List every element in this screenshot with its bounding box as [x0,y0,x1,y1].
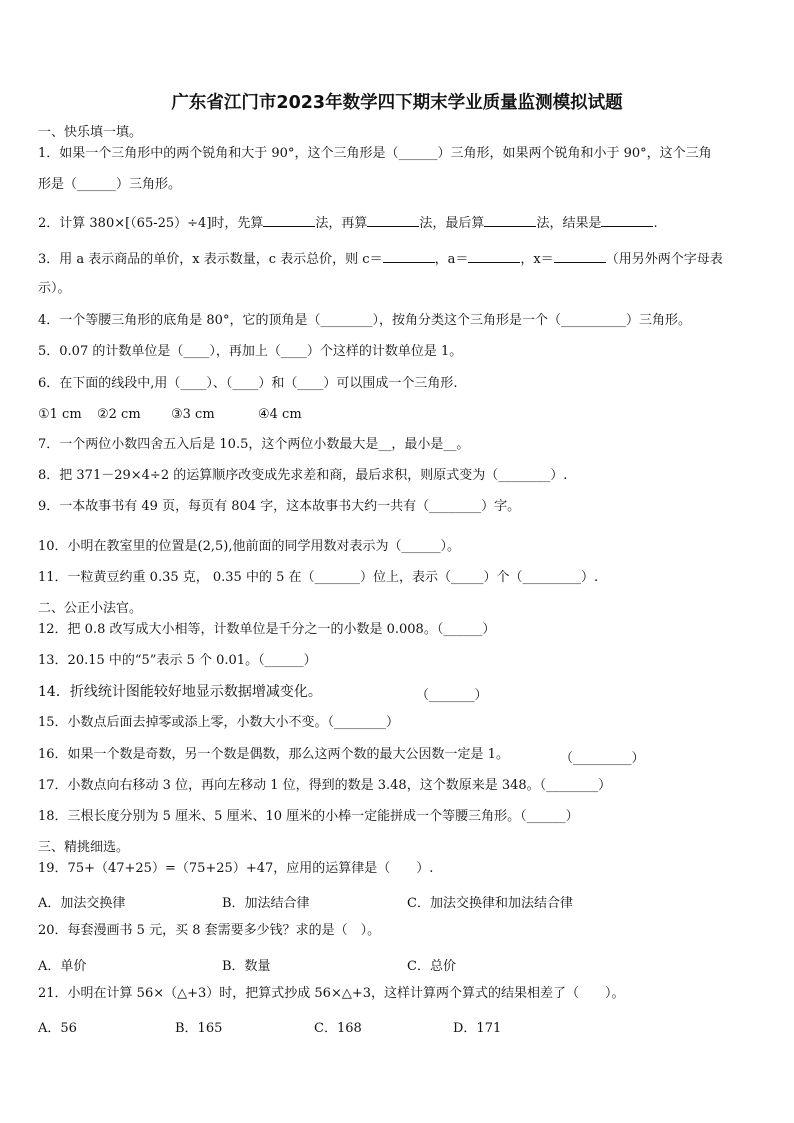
question-2-text-b: 法，再算 [315,216,368,231]
question-19-option-a: A．加法交换律 [38,896,126,911]
question-19: 19．75+（47+25）=（75+25）+47，应用的运算律是（ ）. [38,861,434,876]
question-16-paren: （_________） [560,751,645,766]
answer-blank [601,214,653,227]
question-3-text-b: ，a＝ [434,252,469,267]
section-heading-3: 三、精挑细选。 [38,840,130,855]
question-6-option-2: ②2 cm [97,407,141,422]
answer-blank [468,250,520,263]
question-21-option-a: A．56 [38,1021,77,1036]
question-1-line-1: 1．如果一个三角形中的两个锐角和大于 90°，这个三角形是（______）三角形，如果两个锐角和小于 90°，这个三角 [38,146,712,161]
question-21-option-b: B．165 [175,1021,223,1036]
question-2-text-e: . [653,216,658,231]
question-16: 16．如果一个数是奇数，另一个数是偶数，那么这两个数的最大公因数一定是 1。 [38,747,509,762]
question-12: 12．把 0.8 改写成大小相等，计数单位是千分之一的小数是 0.008。（______） [38,622,496,637]
question-10: 10．小明在教室里的位置是(2,5),他前面的同学用数对表示为（______）。 [38,539,460,554]
question-8: 8．把 371－29×4÷2 的运算顺序改变成先求差和商，最后求积，则原式变为（________）. [38,468,568,483]
question-9: 9．一本故事书有 49 页，每页有 804 字，这本故事书大约一共有（________）字。 [38,499,521,514]
question-3-text-a: 3．用 a 表示商品的单价，x 表示数量，c 表示总价，则 c＝ [38,252,383,267]
page-title: 广东省江门市2023年数学四下期末学业质量监测模拟试题 [171,93,623,113]
question-7: 7．一个两位小数四舍五入后是 10.5，这个两位小数最大是__，最小是__。 [38,437,470,452]
question-20-option-a: A．单价 [38,959,87,974]
question-21-option-d: D．171 [453,1021,502,1036]
section-heading-2: 二、公正小法官。 [38,601,143,616]
answer-blank [554,250,606,263]
question-14-paren: （_______） [416,688,488,703]
question-5: 5．0.07 的计数单位是（____），再加上（____）个这样的计数单位是 1。 [38,344,463,359]
question-6-option-1: ①1 cm [38,407,82,422]
question-6-option-3: ③3 cm [171,407,215,422]
answer-blank [484,214,536,227]
question-21: 21．小明在计算 56×（△+3）时，把算式抄成 56×△+3，这样计算两个算式的结果相差了（ ）。 [38,986,625,1001]
question-20: 20．每套漫画书 5 元，买 8 套需要多少钱？求的是（ ）。 [38,923,381,938]
question-1-line-2: 形是（______）三角形。 [38,177,182,192]
question-17: 17．小数点向右移动 3 位，再向左移动 1 位，得到的数是 3.48，这个数原来是 348。（________） [38,778,612,793]
question-6-option-4: ④4 cm [258,407,302,422]
question-19-option-c: C．加法交换律和加法结合律 [407,896,573,911]
section-heading-1: 一、快乐填一填。 [38,125,143,140]
answer-blank [383,250,435,263]
question-4: 4．一个等腰三角形的底角是 80°，它的顶角是（________），按角分类这个三角形是一个（__________）三角形。 [38,313,691,328]
question-19-option-b: B．加法结合律 [222,896,310,911]
question-14: 14．折线统计图能较好地显示数据增减变化。 [38,684,322,700]
question-18: 18．三根长度分别为 5 厘米、5 厘米、10 厘米的小棒一定能拼成一个等腰三角形。（______） [38,809,579,824]
question-2 [38,214,658,232]
question-21-option-c: C．168 [314,1021,362,1036]
question-13: 13．20.15 中的“5”表示 5 个 0.01。（______） [38,653,317,668]
question-2-text-c: 法，最后算 [419,216,485,231]
question-2-text-d: 法，结果是 [536,216,602,231]
question-6: 6．在下面的线段中,用（____）、（____）和（____）可以围成一个三角形. [38,376,458,391]
question-3-line-2: 示）。 [38,281,71,296]
question-3-text-c: ，x＝ [520,252,554,267]
answer-blank [263,214,315,227]
question-11: 11．一粒黄豆约重 0.35 克， 0.35 中的 5 在（_______）位上，表示（_____）个（_________）. [38,570,599,585]
question-3-line-1 [38,250,723,268]
question-15: 15．小数点后面去掉零或添上零，小数大小不变。（________） [38,715,400,730]
answer-blank [367,214,419,227]
question-20-option-b: B．数量 [222,959,271,974]
question-3-text-d: （用另外两个字母表 [605,252,723,267]
question-20-option-c: C．总价 [407,959,456,974]
question-2-text-a: 2．计算 380×[（65-25）÷4]时，先算 [38,216,264,231]
